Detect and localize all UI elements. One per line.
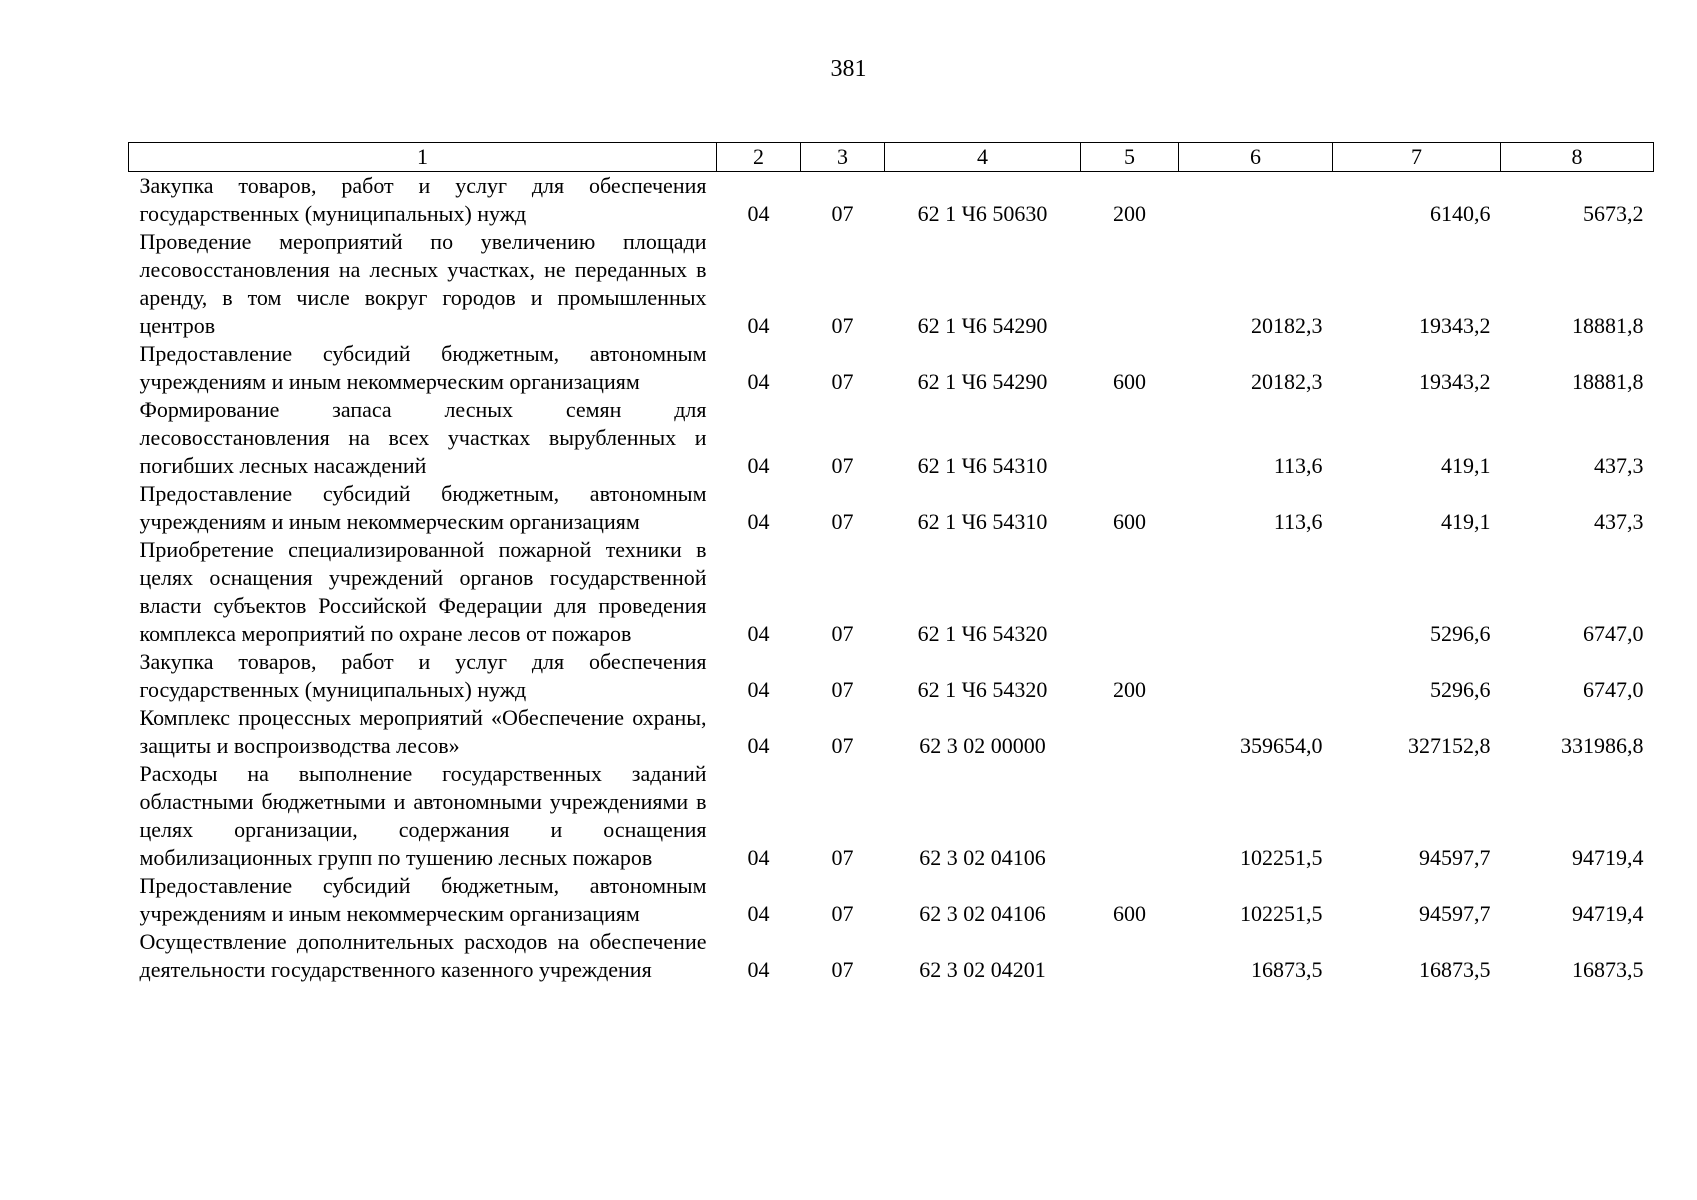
row-subsection: 07 — [831, 201, 854, 226]
row-name: Закупка товаров, работ и услуг для обеспечения государственных (муниципальных) нужд — [139, 649, 707, 702]
row-section: 04 — [747, 733, 770, 758]
row-subsection: 07 — [831, 621, 854, 646]
row-target-code: 62 1 Ч6 54320 — [917, 621, 1048, 646]
header-col-8: 8 — [1501, 143, 1654, 172]
row-amount-8: 5673,2 — [1583, 201, 1644, 226]
row-section: 04 — [747, 621, 770, 646]
row-amount-6: 102251,5 — [1240, 845, 1323, 870]
row-amount-7: 5296,6 — [1430, 621, 1491, 646]
row-name: Предоставление субсидий бюджетным, автономным учреждениям и иным некоммерческим организациям — [139, 481, 707, 534]
row-name: Закупка товаров, работ и услуг для обеспечения государственных (муниципальных) нужд — [139, 173, 707, 226]
row-amount-7: 5296,6 — [1430, 677, 1491, 702]
row-amount-6: 359654,0 — [1240, 733, 1323, 758]
table-row — [129, 228, 1654, 340]
row-amount-8: 331986,8 — [1561, 733, 1644, 758]
row-section: 04 — [747, 313, 770, 338]
row-subsection: 07 — [831, 957, 854, 982]
row-name: Осуществление дополнительных расходов на обеспечение деятельности государственного казенного учреждения — [139, 929, 707, 982]
header-col-1: 1 — [129, 143, 717, 172]
row-section: 04 — [747, 901, 770, 926]
table-row — [129, 648, 1654, 704]
table-row — [129, 928, 1654, 984]
header-col-5: 5 — [1081, 143, 1179, 172]
row-amount-6 — [1179, 172, 1333, 229]
row-section: 04 — [747, 677, 770, 702]
row-amount-7: 94597,7 — [1419, 901, 1491, 926]
row-amount-8: 18881,8 — [1572, 369, 1644, 394]
table-row — [129, 760, 1654, 872]
row-name: Предоставление субсидий бюджетным, автономным учреждениям и иным некоммерческим организациям — [139, 873, 707, 926]
row-section: 04 — [747, 453, 770, 478]
row-name: Комплекс процессных мероприятий «Обеспечение охраны, защиты и воспроизводства лесов» — [139, 705, 707, 758]
row-target-code: 62 1 Ч6 54290 — [917, 369, 1048, 394]
table-row — [129, 396, 1654, 480]
row-amount-8: 6747,0 — [1583, 677, 1644, 702]
row-target-code: 62 3 02 00000 — [919, 733, 1046, 758]
row-name: Формирование запаса лесных семян для лесовосстановления на всех участках вырубленных и погибших лесных насаждений — [139, 397, 707, 478]
row-section: 04 — [747, 369, 770, 394]
row-section: 04 — [747, 509, 770, 534]
row-subsection: 07 — [831, 453, 854, 478]
budget-table — [128, 142, 1654, 984]
row-amount-7: 19343,2 — [1419, 369, 1491, 394]
row-name: Проведение мероприятий по увеличению площади лесовосстановления на лесных участках, не переданных в аренду, в том числе вокруг городов и промышленных центров — [139, 229, 707, 338]
row-subsection: 07 — [831, 677, 854, 702]
header-col-6: 6 — [1179, 143, 1333, 172]
row-section: 04 — [747, 957, 770, 982]
row-expense-type: 200 — [1113, 677, 1146, 702]
row-amount-6: 113,6 — [1273, 453, 1323, 478]
table-row — [129, 872, 1654, 928]
header-row — [129, 143, 1654, 172]
row-amount-8: 94719,4 — [1572, 845, 1644, 870]
row-amount-6: 16873,5 — [1251, 957, 1323, 982]
table-row — [129, 704, 1654, 760]
row-amount-7: 94597,7 — [1419, 845, 1491, 870]
row-target-code: 62 1 Ч6 54310 — [917, 509, 1048, 534]
row-target-code: 62 3 02 04106 — [919, 901, 1046, 926]
row-expense-type — [1081, 760, 1179, 872]
row-amount-7: 19343,2 — [1419, 313, 1491, 338]
row-subsection: 07 — [831, 901, 854, 926]
row-amount-7: 419,1 — [1441, 453, 1491, 478]
table-row — [129, 536, 1654, 648]
page-number: 381 — [830, 56, 867, 82]
row-amount-8: 6747,0 — [1583, 621, 1644, 646]
header-col-7: 7 — [1333, 143, 1501, 172]
row-subsection: 07 — [831, 845, 854, 870]
row-expense-type: 200 — [1113, 201, 1146, 226]
row-section: 04 — [747, 201, 770, 226]
row-subsection: 07 — [831, 733, 854, 758]
row-expense-type — [1081, 228, 1179, 340]
row-amount-8: 437,3 — [1594, 453, 1644, 478]
row-expense-type: 600 — [1113, 509, 1146, 534]
row-amount-6: 20182,3 — [1251, 369, 1323, 394]
header-col-4: 4 — [885, 143, 1081, 172]
row-target-code: 62 3 02 04106 — [919, 845, 1046, 870]
row-name: Предоставление субсидий бюджетным, автономным учреждениям и иным некоммерческим организациям — [139, 341, 707, 394]
row-amount-8: 437,3 — [1594, 509, 1644, 534]
row-amount-8: 18881,8 — [1572, 313, 1644, 338]
row-target-code: 62 1 Ч6 54290 — [917, 313, 1048, 338]
row-amount-6 — [1179, 536, 1333, 648]
row-amount-6 — [1179, 648, 1333, 704]
row-target-code: 62 3 02 04201 — [919, 957, 1046, 982]
header-col-2: 2 — [717, 143, 801, 172]
row-expense-type: 600 — [1113, 901, 1146, 926]
row-target-code: 62 1 Ч6 50630 — [917, 201, 1048, 226]
row-expense-type — [1081, 928, 1179, 984]
header-col-3: 3 — [801, 143, 885, 172]
row-subsection: 07 — [831, 509, 854, 534]
row-expense-type — [1081, 704, 1179, 760]
row-subsection: 07 — [831, 313, 854, 338]
row-amount-7: 6140,6 — [1430, 201, 1491, 226]
row-target-code: 62 1 Ч6 54310 — [917, 453, 1048, 478]
table-row — [129, 340, 1654, 396]
row-expense-type: 600 — [1113, 369, 1146, 394]
row-amount-8: 16873,5 — [1572, 957, 1644, 982]
row-subsection: 07 — [831, 369, 854, 394]
row-amount-6: 102251,5 — [1240, 901, 1323, 926]
row-name: Приобретение специализированной пожарной техники в целях оснащения учреждений органов государственной власти субъектов Российской Федерации для проведения комплекса мероприятий по охране лесов от пожаров — [139, 537, 707, 646]
row-amount-6: 113,6 — [1273, 509, 1323, 534]
table-row — [129, 480, 1654, 536]
row-expense-type — [1081, 536, 1179, 648]
table-row — [129, 172, 1654, 229]
row-amount-8: 94719,4 — [1572, 901, 1644, 926]
row-amount-7: 419,1 — [1441, 509, 1491, 534]
row-amount-7: 16873,5 — [1419, 957, 1491, 982]
row-amount-6: 20182,3 — [1251, 313, 1323, 338]
row-target-code: 62 1 Ч6 54320 — [917, 677, 1048, 702]
row-amount-7: 327152,8 — [1408, 733, 1491, 758]
row-section: 04 — [747, 845, 770, 870]
row-expense-type — [1081, 396, 1179, 480]
row-name: Расходы на выполнение государственных заданий областными бюджетными и автономными учреждениями в целях организации, содержания и оснащения мобилизационных групп по тушению лесных пожаров — [139, 761, 707, 870]
